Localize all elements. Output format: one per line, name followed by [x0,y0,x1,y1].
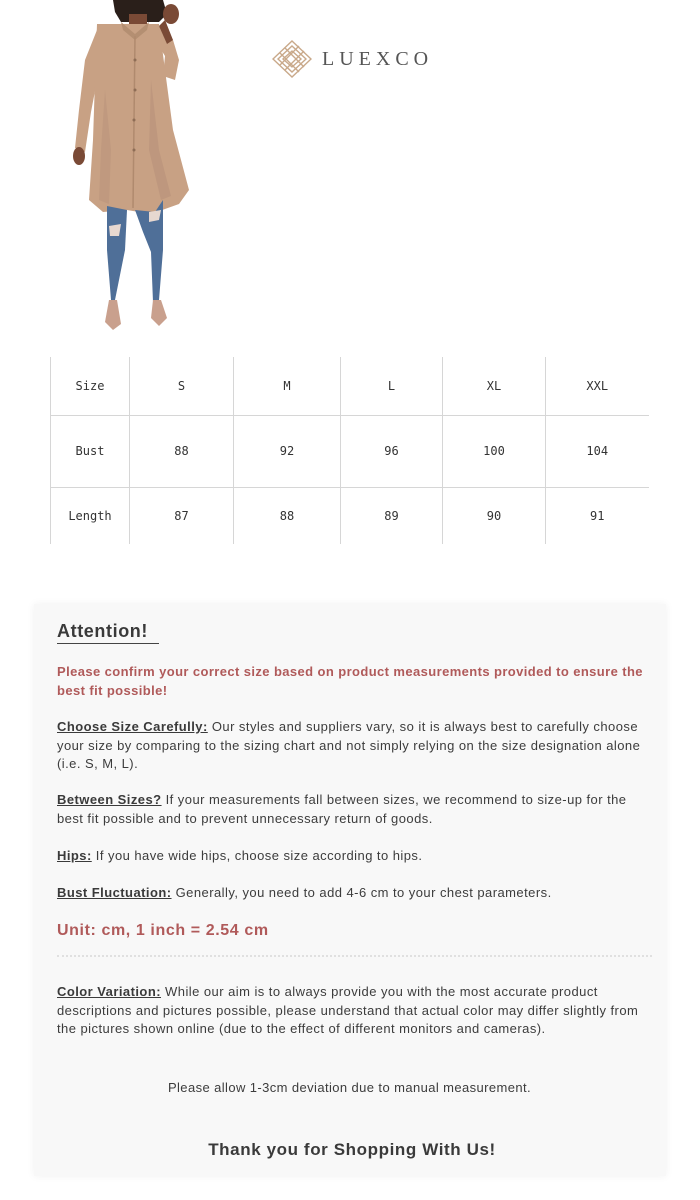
table-cell: 91 [546,487,649,544]
between-sizes-paragraph [57,791,652,828]
size-chart-table [50,357,649,544]
table-cell: 96 [341,415,443,487]
table-cell: Bust [51,415,130,487]
luexco-diamond-logo-icon [272,40,312,78]
table-header-cell: S [130,357,234,415]
table-header-cell: Size [51,357,130,415]
choose-size-text: Our styles and suppliers vary, so it is always best to carefully choose your size by comparing to the sizing chart and not simply relying on the size designation alone (i.e. S, M, L). [57,719,641,771]
hips-paragraph [57,847,652,866]
table-cell: 90 [443,487,546,544]
table-cell: 87 [130,487,234,544]
between-sizes-label: Between Sizes? [57,792,162,807]
brand-name: LUEXCO [322,48,434,70]
hips-label: Hips: [57,848,92,863]
table-header-cell: XXL [546,357,649,415]
thank-you-message: Thank you for Shopping With Us! [208,1140,496,1159]
bust-fluctuation-paragraph [57,884,652,903]
hips-text: If you have wide hips, choose size according to hips. [91,848,423,863]
deviation-note: Please allow 1-3cm deviation due to manual measurement. [167,1080,532,1095]
size-chart-header-row [51,357,649,415]
table-header-cell: L [341,357,443,415]
table-header-cell: XL [443,357,546,415]
color-variation-text: While our aim is to always provide you with the most accurate product descriptions and pictures possible, please understand that actual color may differ slightly from the pictures shown online (due to the effect of different monitors and cameras). [57,984,639,1036]
product-model-photo [55,0,215,340]
attention-panel [34,604,666,1176]
bust-fluctuation-label: Bust Fluctuation: [57,885,172,900]
color-variation-paragraph [57,983,652,1039]
unit-conversion-note: Unit: cm, 1 inch = 2.54 cm [57,922,269,939]
table-cell: 100 [443,415,546,487]
table-row [51,415,649,487]
between-sizes-text: If your measurements fall between sizes, we recommend to size-up for the best fit possible and to prevent unnecessary return of goods. [57,792,627,826]
color-variation-label: Color Variation: [57,984,161,999]
table-cell: 92 [234,415,341,487]
table-header-cell: M [234,357,341,415]
bust-fluctuation-text: Generally, you need to add 4-6 cm to your chest parameters. [171,885,552,900]
dotted-divider [57,955,652,957]
table-cell: 89 [341,487,443,544]
table-cell: Length [51,487,130,544]
brand-logo [272,40,433,78]
table-cell: 88 [130,415,234,487]
table-cell: 104 [546,415,649,487]
confirm-size-note: Please confirm your correct size based on product measurements provided to ensure the best fit possible! [57,664,643,698]
choose-size-paragraph [57,718,652,774]
attention-title: Attention! [57,620,159,644]
choose-size-label: Choose Size Carefully: [57,719,208,734]
table-row [51,487,649,544]
table-cell: 88 [234,487,341,544]
